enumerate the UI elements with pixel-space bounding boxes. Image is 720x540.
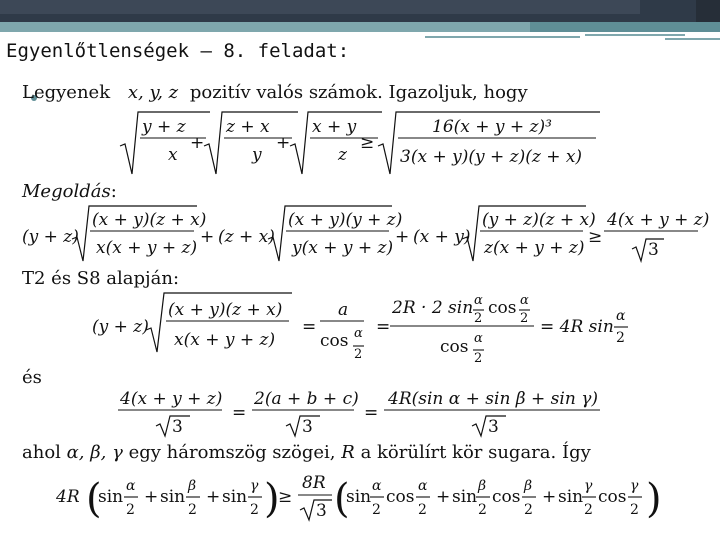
math-eq2-d1: x(x + y + z) xyxy=(96,238,198,258)
solution-label: Megoldás: xyxy=(22,181,117,202)
math-eq3-d: x(x + y + z) xyxy=(174,330,276,350)
math-eq5-two: 2 xyxy=(372,502,381,518)
math-paren: ) xyxy=(646,476,662,522)
math-eq2-p: + xyxy=(200,227,215,247)
math-eq2-n2: (x + y)(y + z) xyxy=(288,210,403,230)
math-eq4-n1: 4(x + y + z) xyxy=(120,389,223,409)
inequality-1 xyxy=(120,108,610,180)
t2-s8-text: T2 és S8 alapján: xyxy=(22,268,180,289)
math-eq2-n1: (x + y)(z + x) xyxy=(92,210,207,230)
math-eq4-d2: 3 xyxy=(302,417,313,437)
math-eq1-n1: y + z xyxy=(142,117,186,137)
math-eq5-a: α xyxy=(126,478,136,494)
math-eq3-f2n: 2R · 2 sin xyxy=(392,298,474,318)
math-eq5-two: 2 xyxy=(584,502,593,518)
math-eq5-sin: sin xyxy=(222,487,248,507)
math-eq3-f2nb: cos xyxy=(488,298,517,318)
math-eq1-n2: z + x xyxy=(226,117,270,137)
math-eq3-two: 2 xyxy=(474,311,483,326)
math-eq5-sin: sin xyxy=(98,487,124,507)
ahol-line: ahol α, β, γ egy háromszög szögei, R a körülírt kör sugara. Így xyxy=(22,442,591,463)
math-eq5-b: β xyxy=(478,478,487,494)
math-eq5-g: γ xyxy=(584,478,593,494)
math-eq2-p: + xyxy=(190,133,205,153)
math-eq5-sin: sin xyxy=(452,487,478,507)
math-eq4-eq: = xyxy=(364,403,379,423)
math-eq3-h: α xyxy=(474,331,483,346)
math-eq3-c: (y + z) xyxy=(92,317,149,337)
math-eq2-rn: 4(x + y + z) xyxy=(607,210,710,230)
math-eq2-op: ≥ xyxy=(588,227,603,247)
statement-vars: x, y, z xyxy=(127,82,179,103)
math-eq4-eq: = xyxy=(232,403,247,423)
math-eq3-f2d: cos xyxy=(440,337,469,357)
math-paren: ) xyxy=(264,476,280,522)
math-eq2-rd: 3 xyxy=(648,240,659,260)
math-eq5-kn: 8R xyxy=(302,473,326,493)
math-eq5-two: 2 xyxy=(630,502,639,518)
math-eq5-g: γ xyxy=(250,478,259,494)
math-eq3-h: α xyxy=(616,308,626,324)
math-eq5-b: β xyxy=(188,478,197,494)
math-eq5-pre: 4R xyxy=(56,487,80,507)
math-eq2-p: + xyxy=(276,133,291,153)
math-paren: ( xyxy=(334,476,350,522)
math-eq3-f1n: a xyxy=(338,300,349,320)
math-eq4-n2: 2(a + b + c) xyxy=(254,389,359,409)
math-eq2-n3: (y + z)(z + x) xyxy=(482,210,596,230)
math-eq2-c1: (y + z) xyxy=(22,227,79,247)
math-eq2-d3: z(x + y + z) xyxy=(484,238,585,258)
title-rule xyxy=(425,34,720,40)
math-eq3-h: α xyxy=(520,293,529,308)
math-eq5-b: β xyxy=(524,478,533,494)
math-eq5-sin: sin xyxy=(346,487,372,507)
math-eq3-h: α xyxy=(474,293,483,308)
math-eq3-n: (x + y)(z + x) xyxy=(168,300,283,320)
math-eq5-p: + xyxy=(542,487,557,507)
math-eq5-two: 2 xyxy=(478,502,487,518)
math-eq2-c3: (x + y) xyxy=(413,227,471,247)
math-eq3-rhs: = 4R sin xyxy=(540,317,614,337)
math-eq3-f1d: cos xyxy=(320,331,349,351)
math-eq5-p: + xyxy=(144,487,159,507)
math-eq5-two: 2 xyxy=(250,502,259,518)
math-eq5-cos: cos xyxy=(492,487,521,507)
math-eq5-two: 2 xyxy=(524,502,533,518)
math-eq1-d2: y xyxy=(252,145,262,165)
math-eq4-n3: 4R(sin α + sin β + sin γ) xyxy=(388,389,598,409)
accent-bar xyxy=(0,22,720,32)
math-eq5-cos: cos xyxy=(598,487,627,507)
statement-line xyxy=(22,82,528,103)
math-eq3-h: α xyxy=(354,326,363,341)
math-eq1-d1: x xyxy=(168,145,178,165)
math-eq5-two: 2 xyxy=(188,502,197,518)
math-eq2-d2: y(x + y + z) xyxy=(292,238,394,258)
inequality-5 xyxy=(56,466,676,528)
math-eq5-a: α xyxy=(418,478,428,494)
math-paren: ( xyxy=(86,476,102,522)
math-eq1-d3: z xyxy=(338,145,347,165)
math-eq5-kd: 3 xyxy=(316,501,327,521)
math-eq5-sin: sin xyxy=(160,487,186,507)
math-eq5-sin: sin xyxy=(558,487,584,507)
math-eq3-eq: = xyxy=(302,317,317,337)
top-banner xyxy=(0,0,720,22)
math-eq1-op: ≥ xyxy=(360,133,375,153)
math-eq4-d3: 3 xyxy=(488,417,499,437)
math-eq4-d1: 3 xyxy=(172,417,183,437)
math-eq2-p: + xyxy=(395,227,410,247)
inequality-2 xyxy=(22,203,710,265)
equation-4 xyxy=(118,386,608,440)
math-eq5-cos: cos xyxy=(386,487,415,507)
math-eq5-p: + xyxy=(206,487,221,507)
es-text: és xyxy=(22,367,42,388)
math-eq5-g: γ xyxy=(630,478,639,494)
math-eq1-rd: 3(x + y)(y + z)(z + x) xyxy=(400,147,583,167)
math-eq5-two: 2 xyxy=(418,502,427,518)
equation-3 xyxy=(92,290,632,368)
math-eq5-op: ≥ xyxy=(278,487,293,507)
math-eq3-two: 2 xyxy=(354,347,363,362)
math-eq1-n3: x + y xyxy=(312,117,357,137)
math-eq2-c2: (z + x) xyxy=(218,227,275,247)
math-eq5-two: 2 xyxy=(126,502,135,518)
math-eq3-eq: = xyxy=(376,317,391,337)
math-eq3-two: 2 xyxy=(520,311,529,326)
math-eq1-rn: 16(x + y + z)³ xyxy=(432,117,552,137)
math-eq5-p: + xyxy=(436,487,451,507)
statement-lead: Legyenek xyxy=(22,82,111,103)
math-eq3-two: 2 xyxy=(616,330,625,346)
math-eq5-a: α xyxy=(372,478,382,494)
math-eq3-two: 2 xyxy=(474,351,483,366)
statement-rest: pozitív valós számok. Igazoljuk, hogy xyxy=(189,82,528,103)
slide-title: Egyenlőtlenségek – 8. feladat: xyxy=(6,40,350,62)
